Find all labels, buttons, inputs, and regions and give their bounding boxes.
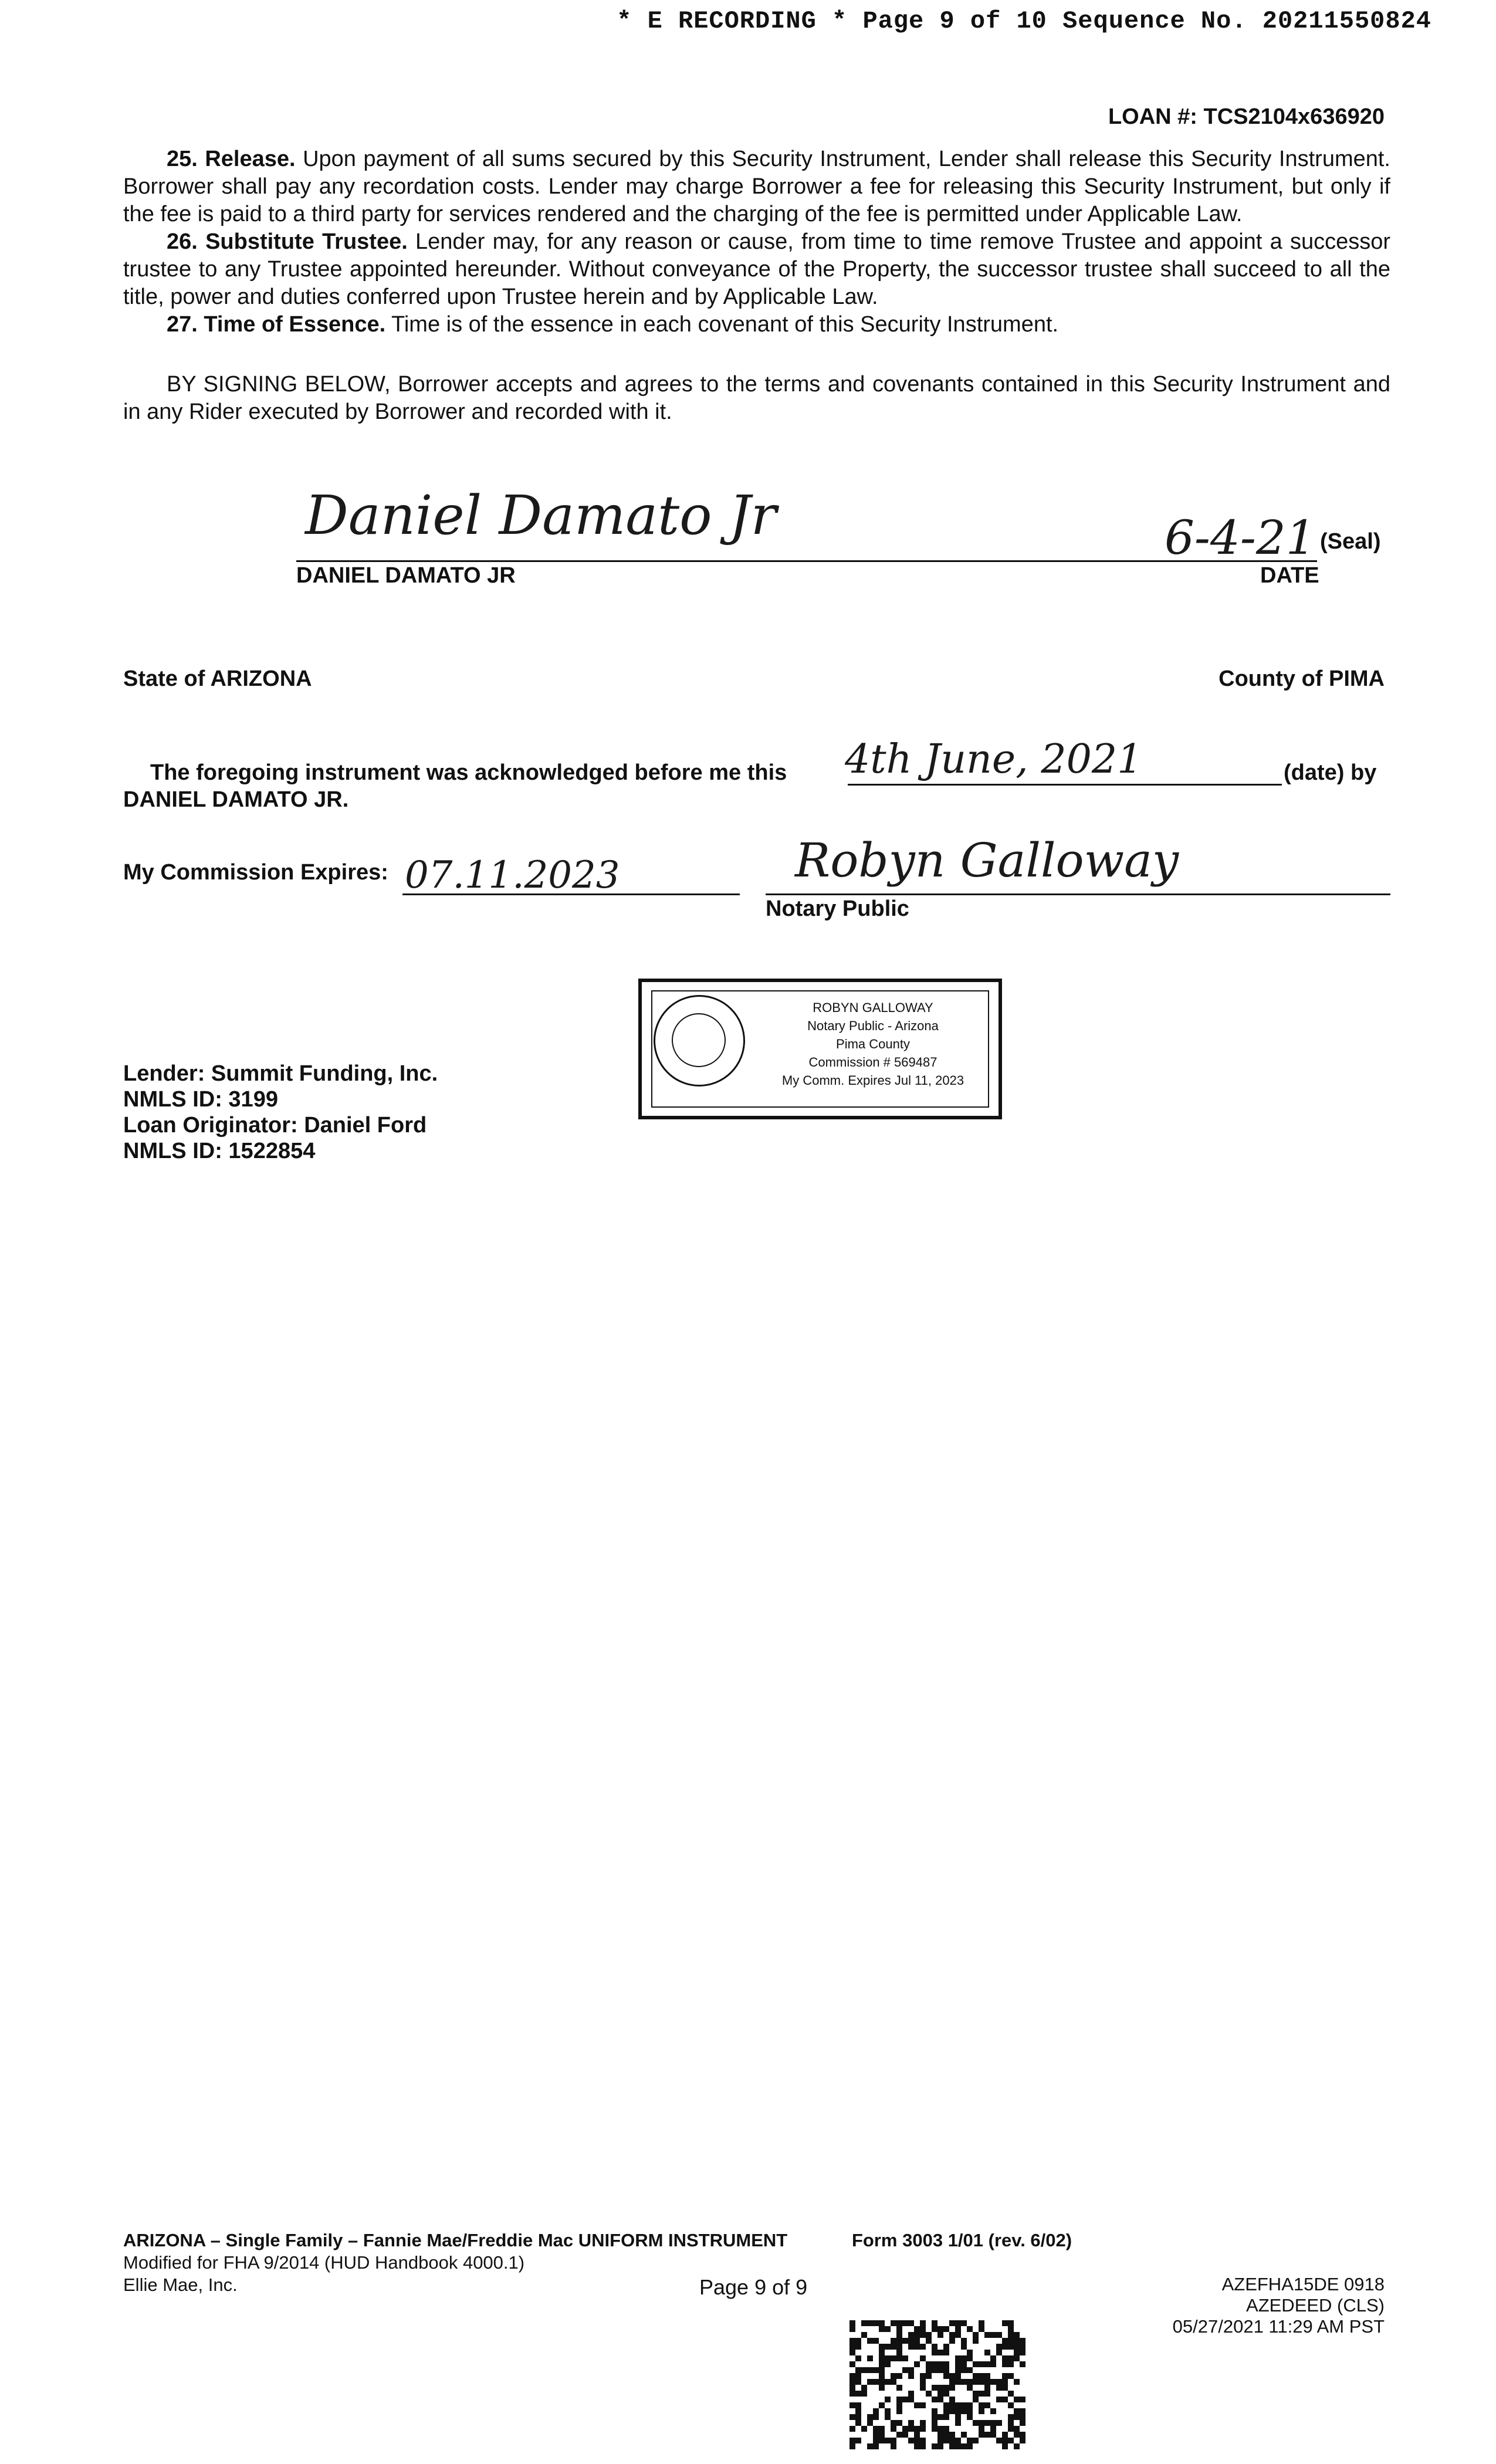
notary-handwritten-signature: Robyn Galloway [795, 833, 1179, 888]
notary-signature-line [766, 893, 1390, 895]
loan-number [1108, 104, 1385, 130]
footer-page-number: Page 9 of 9 [699, 2275, 808, 2299]
acknowledgment-name: DANIEL DAMATO JR. [123, 787, 349, 812]
loan-number-value: TCS2104x636920 [1203, 104, 1385, 129]
footer-modified-line: Modified for FHA 9/2014 (HUD Handbook 4000.1) [123, 2252, 525, 2273]
clauses [123, 145, 1390, 339]
footer-codes: AZEFHA15DE 0918 AZEDEED (CLS) 05/27/2021 11:29 AM PST [1172, 2274, 1385, 2337]
clause-26: 26. Substitute Trustee. Lender may, for any reason or cause, from time to time remove Trustee and appoint a successor trustee to any Trustee appointed hereunder. Without conveyance of the Property, the successor trustee shall succeed to all the title, power and duties conferred upon Trustee herein and by Applicable Law. [123, 229, 1391, 309]
borrower-handwritten-signature: Daniel Damato Jr [305, 484, 777, 547]
footer-vendor: Ellie Mae, Inc. [123, 2275, 238, 2295]
notary-stamp-text: ROBYN GALLOWAY Notary Public - Arizona Pima County Commission # 569487 My Comm. Expires Jul 11, 2023 [781, 1000, 964, 1088]
commission-label: My Commission Expires: [123, 860, 388, 885]
commission-line [402, 893, 740, 895]
acknowledgment-text: The foregoing instrument was acknowledged before me this [150, 760, 787, 785]
borrower-name: DANIEL DAMATO JR [296, 563, 516, 588]
originator-name: Loan Originator: Daniel Ford [123, 1113, 427, 1138]
county-label: County of PIMA [1219, 666, 1385, 691]
loan-number-label: LOAN #: [1108, 104, 1197, 129]
notary-stamp [638, 979, 1002, 1119]
footer-form-number: Form 3003 1/01 (rev. 6/02) [852, 2230, 1072, 2250]
originator-nmls: NMLS ID: 1522854 [123, 1139, 316, 1163]
clause-25: 25. Release. Upon payment of all sums secured by this Security Instrument, Lender shall release this Security Instrument. Borrower shall pay any recordation costs. Lender may charge Borrower a fee for releasing this Security Instrument, but only if the fee is paid to a third party for services rendered and the charging of the fee is permitted under Applicable Law. [123, 147, 1390, 226]
footer-instrument-title: ARIZONA – Single Family – Fannie Mae/Freddie Mac UNIFORM INSTRUMENT [123, 2230, 788, 2250]
notary-public-label: Notary Public [766, 896, 909, 921]
acknowledgment-date-line [848, 784, 1282, 786]
barcode-icon [849, 2320, 1025, 2449]
clause-27: 27. Time of Essence. Time is of the essence in each covenant of this Security Instrument. [167, 312, 1059, 337]
commission-handwritten-expiry: 07.11.2023 [405, 854, 620, 897]
signature-line [296, 560, 1317, 562]
lender-info [123, 1061, 438, 1164]
lender-name: Lender: Summit Funding, Inc. [123, 1061, 438, 1086]
seal-label: (Seal) [1320, 529, 1381, 554]
state-label: State of ARIZONA [123, 666, 312, 691]
acknowledgment-handwritten-date: 4th June, 2021 [845, 736, 1143, 783]
acknowledgment-date-suffix: (date) by [1284, 760, 1377, 785]
signing-statement: BY SIGNING BELOW, Borrower accepts and agrees to the terms and covenants contained in this Security Instrument and in any Rider executed by Borrower and recorded with it. [123, 372, 1390, 424]
arizona-state-seal-icon [654, 995, 745, 1087]
recording-header: * E RECORDING * Page 9 of 10 Sequence No. 20211550824 [617, 7, 1431, 35]
date-label: DATE [1260, 563, 1319, 588]
lender-nmls: NMLS ID: 3199 [123, 1087, 278, 1112]
borrower-handwritten-date: 6-4-21 [1165, 510, 1316, 565]
